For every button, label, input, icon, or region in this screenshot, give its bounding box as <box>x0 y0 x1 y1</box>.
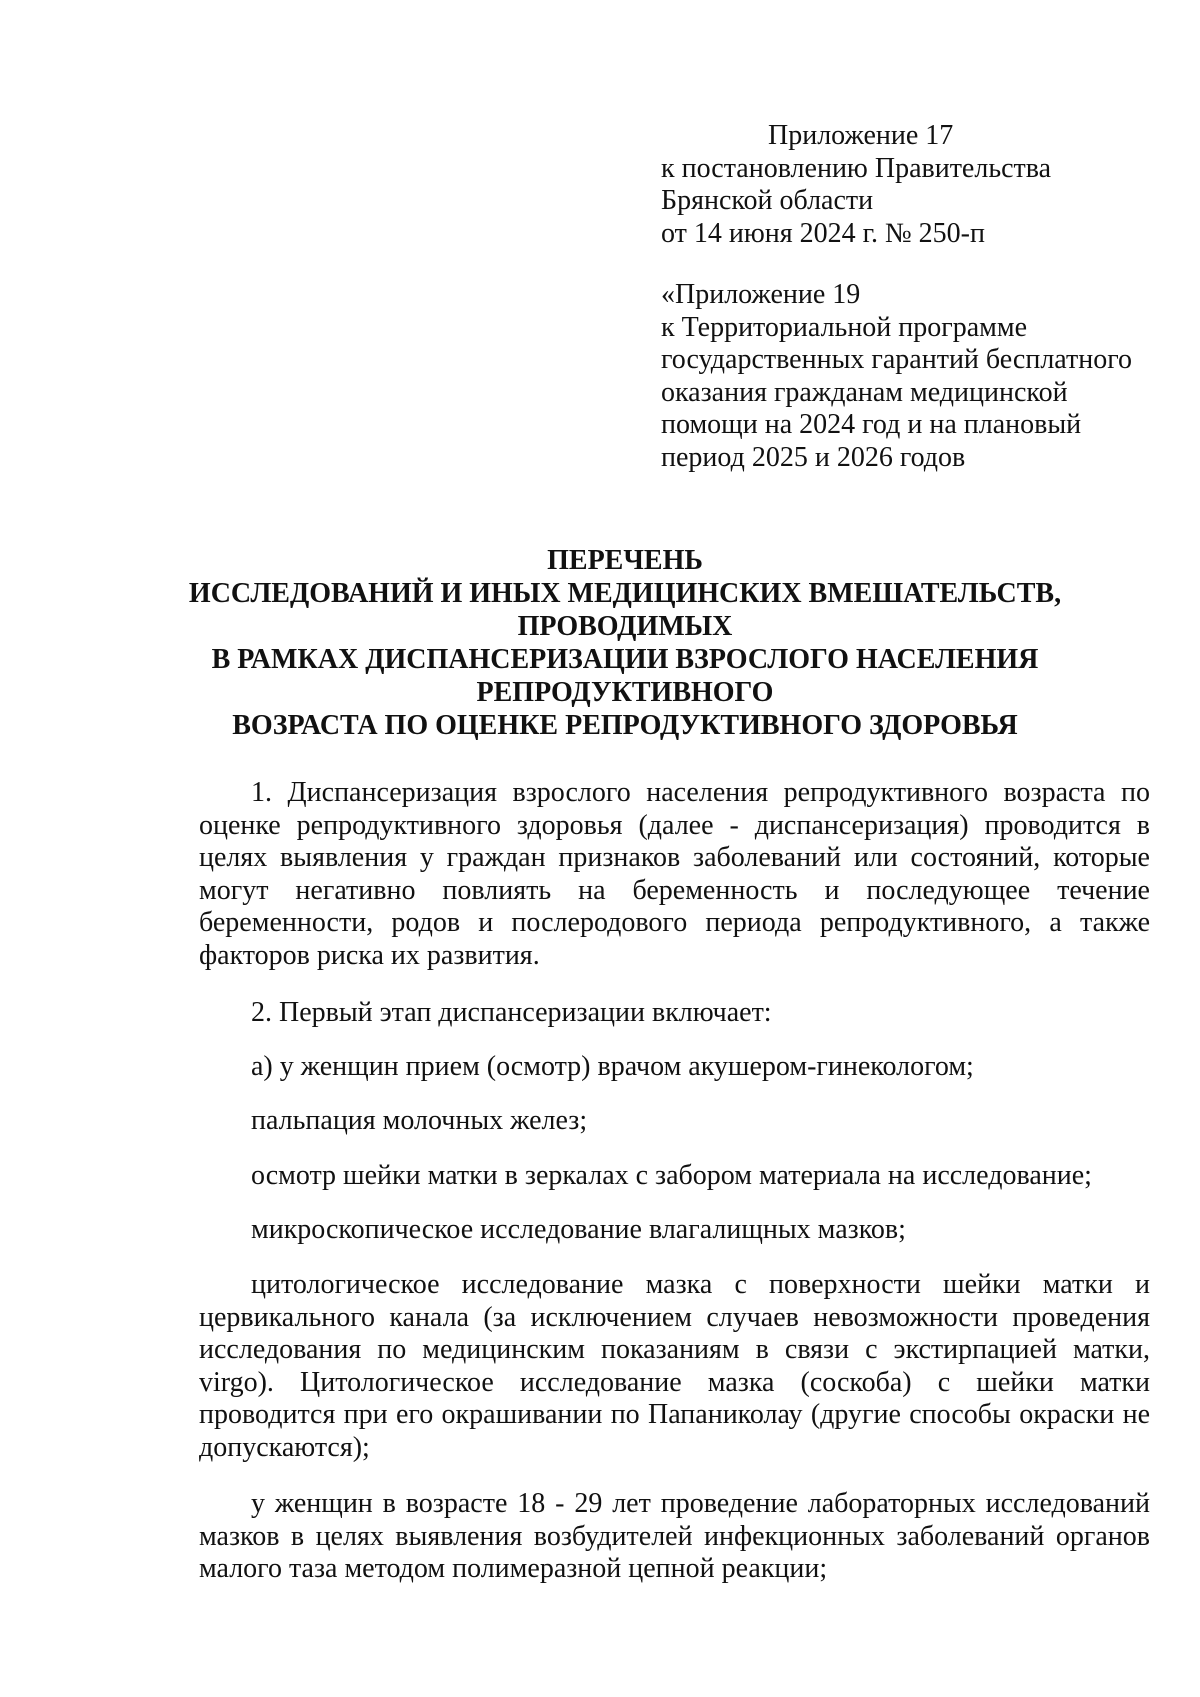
annex-date-number: от 14 июня 2024 г. № 250-п <box>661 217 985 249</box>
paragraph-purpose <box>199 777 1150 972</box>
annex-resolution-ref: к постановлению Правительства <box>661 152 1052 184</box>
title-line: ПРОВОДИМЫХ <box>517 611 733 642</box>
list-item-microscopy <box>199 1214 1150 1247</box>
list-item-cytology <box>199 1269 1150 1464</box>
program-annex-line: к Территориальной программе <box>661 311 1028 343</box>
paragraph-text: цитологическое исследование мазка с поверхности шейки матки и цервикального канала (за исключением случаев невозможности проведения исследования по медицинским показаниям в связи с экстирпацией матки, virgo). Цитологическое исследование мазка (соскоба) с шейки матки проводится при его окрашивании по Папаниколау (другие способы окраски не допускаются); <box>199 1269 1150 1463</box>
paragraph-text: а) у женщин прием (осмотр) врачом акушером-гинекологом; <box>251 1051 974 1082</box>
list-item-pcr-tests <box>199 1488 1150 1586</box>
paragraph-text: 2. Первый этап диспансеризации включает: <box>251 997 772 1028</box>
title-line: РЕПРОДУКТИВНОГО <box>476 677 774 708</box>
title-line: ВОЗРАСТА ПО ОЦЕНКЕ РЕПРОДУКТИВНОГО ЗДОРОВЬЯ <box>232 710 1018 741</box>
program-annex-header <box>661 279 1161 474</box>
annex-number: Приложение 17 <box>768 120 954 151</box>
list-item-cervix-exam <box>199 1160 1150 1193</box>
program-annex-line: помощи на 2024 год и на плановый <box>661 409 1082 440</box>
program-annex-line: оказания гражданам медицинской <box>661 376 1068 408</box>
title-line: ПЕРЕЧЕНЬ <box>547 545 703 576</box>
list-item-palpation <box>199 1105 1150 1138</box>
annex-region: Брянской области <box>661 185 874 216</box>
title-line: ИССЛЕДОВАНИЙ И ИНЫХ МЕДИЦИНСКИХ ВМЕШАТЕЛЬСТВ, <box>188 578 1062 609</box>
title-line: В РАМКАХ ДИСПАНСЕРИЗАЦИИ ВЗРОСЛОГО НАСЕЛЕНИЯ <box>211 644 1039 675</box>
paragraph-text: микроскопическое исследование влагалищных мазков; <box>251 1214 906 1245</box>
paragraph-text: пальпация молочных желез; <box>251 1105 588 1136</box>
list-item-gynecologist-exam <box>199 1051 1150 1084</box>
paragraph-text: 1. Диспансеризация взрослого населения репродуктивного возраста по оценке репродуктивного здоровья (далее - диспансеризация) проводится в целях выявления у граждан признаков заболеваний или состояний, которые могут негативно повлиять на беременность и последующее течение беременности, родов и послеродового периода репродуктивного, а также факторов риска их развития. <box>199 777 1150 971</box>
document-title <box>150 544 1100 742</box>
program-annex-number: «Приложение 19 <box>661 279 861 310</box>
program-annex-line: период 2025 и 2026 годов <box>661 441 966 473</box>
paragraph-text: у женщин в возрасте 18 - 29 лет проведение лабораторных исследований мазков в целях выявления возбудителей инфекционных заболеваний органов малого таза методом полимеразной цепной реакции; <box>199 1488 1150 1584</box>
program-annex-line: государственных гарантий бесплатного <box>661 344 1133 375</box>
paragraph-text: осмотр шейки матки в зеркалах с забором материала на исследование; <box>251 1160 1092 1191</box>
annex-header <box>661 120 1161 250</box>
paragraph-first-stage <box>199 997 1150 1030</box>
